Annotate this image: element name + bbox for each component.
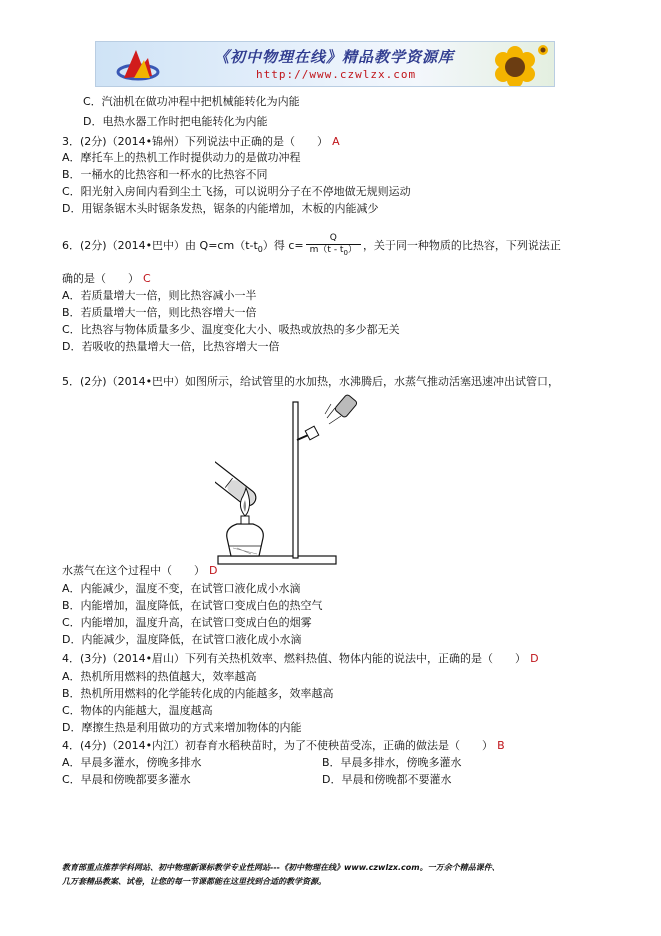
q4b-answer: B bbox=[497, 739, 505, 752]
q6-frac-numerator: Q bbox=[306, 233, 361, 245]
q6-option-d: D．若吸收的热量增大一倍，比热容增大一倍 bbox=[62, 340, 280, 353]
q3-stem-text: 3．(2分)（2014•锦州）下列说法中正确的是（ ） bbox=[62, 135, 329, 148]
footer-line-2: 几万套精品教案、试卷，让您的每一节课都能在这里找到合适的教学资源。 bbox=[62, 877, 326, 886]
q4a-option-b: B．热机所用燃料的化学能转化成的内能越多，效率越高 bbox=[62, 687, 334, 700]
q4b-option-a: A．早晨多灌水，傍晚多排水 bbox=[62, 756, 202, 769]
test-tube-heating-figure bbox=[215, 388, 365, 568]
q4b-stem bbox=[62, 739, 505, 753]
q5-option-d: D．内能减少，温度降低，在试管口液化成小水滴 bbox=[62, 633, 302, 646]
q6-frac-den-text: m（t - t bbox=[309, 245, 344, 256]
q4b-option-c: C．早晨和傍晚都要多灌水 bbox=[62, 773, 191, 786]
q4a-option-c: C．物体的内能越大，温度越高 bbox=[62, 704, 213, 717]
sunflower-icon bbox=[480, 41, 550, 87]
q6-answer: C bbox=[143, 272, 151, 285]
q6-option-b: B．若质量增大一倍，则比热容增大一倍 bbox=[62, 306, 257, 319]
q4a-option-a: A．热机所用燃料的热值越大，效率越高 bbox=[62, 670, 257, 683]
q6-stem-part1: 6．(2分)（2014•巴中）由 Q=cm（t-t bbox=[62, 239, 258, 252]
q6-stem-part2: ）得 c= bbox=[262, 239, 304, 252]
q6-formula-fraction bbox=[306, 233, 361, 259]
logo-icon bbox=[116, 44, 162, 84]
footer-line-1: 教育部重点推荐学科网站、初中物理新课标教学专业性网站---《初中物理在线》www.czwlzx.com。一万余个精品课件、 bbox=[62, 863, 500, 872]
q4a-answer: D bbox=[530, 652, 539, 665]
q5-stem-line2 bbox=[62, 564, 217, 578]
site-banner bbox=[95, 41, 555, 87]
q4b-stem-text: 4．(4分)（2014•内江）初春育水稻秧苗时，为了不使秧苗受冻，正确的做法是（ ） bbox=[62, 739, 494, 752]
q6-frac-den-sub: 0 bbox=[343, 248, 348, 257]
q5-option-c: C．内能增加，温度升高，在试管口变成白色的烟雾 bbox=[62, 616, 312, 629]
q6-option-a: A．若质量增大一倍，则比热容减小一半 bbox=[62, 289, 257, 302]
q6-sub0: 0 bbox=[257, 245, 263, 255]
q6-frac-denominator bbox=[306, 245, 361, 259]
q5-answer: D bbox=[209, 564, 218, 577]
q4a-stem bbox=[62, 652, 539, 666]
q6-stem bbox=[62, 233, 561, 263]
q3-option-d: D．用锯条锯木头时锯条发热，锯条的内能增加，木板的内能减少 bbox=[62, 202, 379, 215]
banner-title: 《初中物理在线》精品教学资源库 bbox=[214, 48, 455, 66]
q6-option-c: C．比热容与物体质量多少、温度变化大小、吸热或放热的多少都无关 bbox=[62, 323, 400, 336]
q5-option-b: B．内能增加，温度降低，在试管口变成白色的热空气 bbox=[62, 599, 323, 612]
q6-frac-den-end: ） bbox=[347, 245, 357, 256]
q4b-option-b: B．早晨多排水，傍晚多灌水 bbox=[322, 756, 462, 769]
q6-stem-line2 bbox=[62, 272, 151, 286]
prev-option-c: C．汽油机在做功冲程中把机械能转化为内能 bbox=[83, 95, 300, 108]
q6-stem-line2-text: 确的是（ ） bbox=[62, 272, 139, 285]
q3-stem bbox=[62, 135, 340, 149]
q3-answer: A bbox=[332, 135, 340, 148]
prev-option-d: D．电热水器工作时把电能转化为内能 bbox=[83, 115, 268, 128]
q6-stem-part3: ，关于同一种物质的比热容，下列说法正 bbox=[362, 239, 561, 252]
q5-option-a: A．内能减少，温度不变，在试管口液化成小水滴 bbox=[62, 582, 301, 595]
banner-url: http://www.czwlzx.com bbox=[256, 68, 417, 81]
q4a-option-d: D．摩擦生热是利用做功的方式来增加物体的内能 bbox=[62, 721, 302, 734]
q4a-stem-text: 4．(3分)（2014•眉山）下列有关热机效率、燃料热值、物体内能的说法中，正确的是（ ） bbox=[62, 652, 527, 665]
q5-stem-line2-text: 水蒸气在这个过程中（ ） bbox=[62, 564, 205, 577]
q3-option-c: C．阳光射入房间内看到尘土飞扬，可以说明分子在不停地做无规则运动 bbox=[62, 185, 411, 198]
q5-stem: 5．(2分)（2014•巴中）如图所示，给试管里的水加热，水沸腾后，水蒸气推动活塞迅速冲出试管口， bbox=[62, 375, 560, 388]
q3-option-a: A．摩托车上的热机工作时提供动力的是做功冲程 bbox=[62, 151, 301, 164]
q4b-option-d: D．早晨和傍晚都不要灌水 bbox=[322, 773, 452, 786]
q3-option-b: B．一桶水的比热容和一杯水的比热容不同 bbox=[62, 168, 268, 181]
page-footer bbox=[62, 861, 602, 889]
